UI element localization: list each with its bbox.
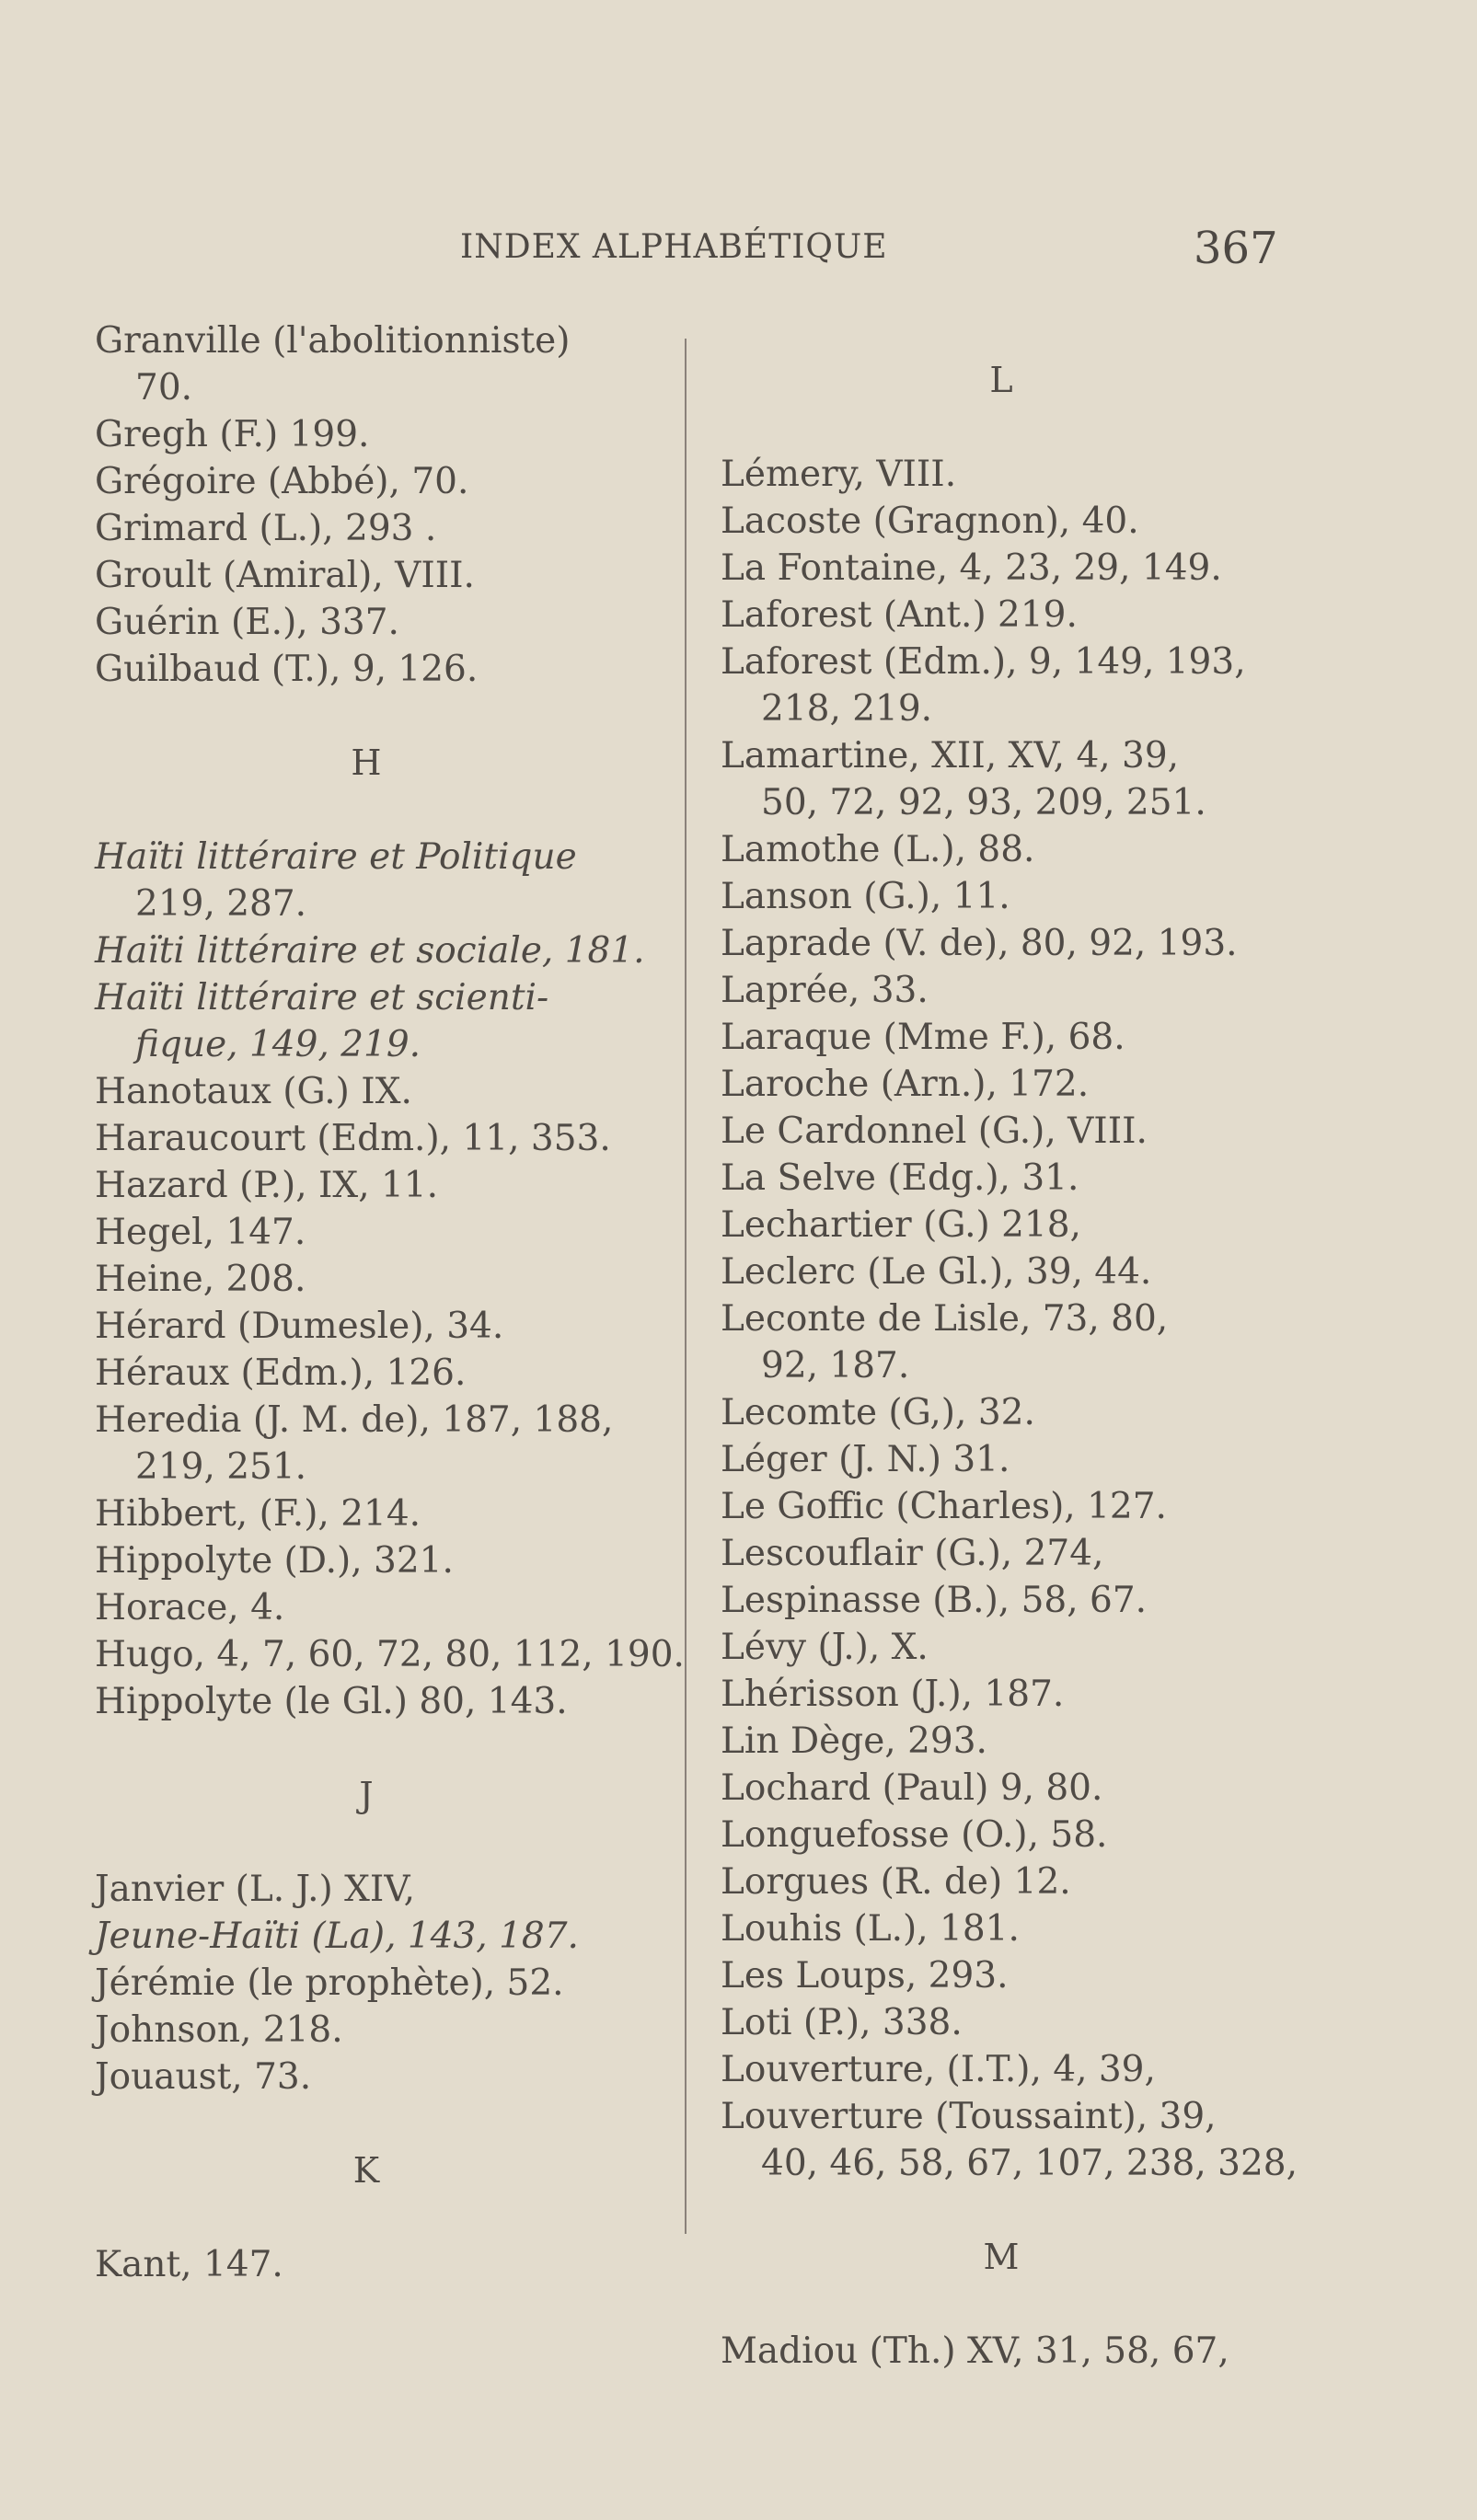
- index-entry: Louverture (Toussaint), 39,: [721, 2096, 1217, 2137]
- index-entry: Lescouflair (G.), 274,: [721, 1533, 1104, 1574]
- index-entry: Louhis (L.), 181.: [721, 1908, 1020, 1950]
- index-entry: Lanson (G.), 11.: [721, 876, 1010, 917]
- right-column: [721, 357, 1298, 2375]
- index-entry: Groult (Amiral), VIII.: [95, 555, 475, 596]
- index-entry: Laprade (V. de), 80, 92, 193.: [721, 923, 1238, 964]
- index-entry: Grimard (L.), 293 .: [95, 508, 437, 549]
- index-entry: Janvier (L. J.) XIV,: [95, 1869, 416, 1910]
- index-entry: Hegel, 147.: [95, 1212, 306, 1253]
- section-letter-j: J: [359, 1775, 374, 1815]
- index-entry-italic: Haïti littéraire et scienti-: [95, 977, 549, 1018]
- index-entry-continuation: 218, 219.: [761, 688, 933, 730]
- index-entry: Gregh (F.) 199.: [95, 414, 370, 455]
- index-entry: Lémery, VIII.: [721, 454, 957, 495]
- index-entry: [95, 974, 638, 1021]
- index-entry-continuation: 92, 187.: [761, 1345, 910, 1387]
- index-entry: Laforest (Ant.) 219.: [721, 594, 1078, 636]
- index-entry: Hazard (P.), IX, 11.: [95, 1165, 439, 1206]
- page-number: 367: [1194, 223, 1278, 274]
- index-entry: La Fontaine, 4, 23, 29, 149.: [721, 547, 1222, 589]
- index-entry: Jérémie (le prophète), 52.: [95, 1962, 564, 2004]
- index-entry: Lechartier (G.) 218,: [721, 1204, 1081, 1246]
- section-letter-h: H: [351, 742, 382, 783]
- index-entry: Hérard (Dumesle), 34.: [95, 1306, 504, 1347]
- section-letter-k: K: [352, 2150, 380, 2191]
- index-entry-continuation: [95, 1021, 638, 1068]
- index-entry: Léger (J. N.) 31.: [721, 1439, 1010, 1480]
- index-entry-italic: Haïti littéraire et Politique: [95, 836, 577, 878]
- index-entry: Longuefosse (O.), 58.: [721, 1814, 1108, 1856]
- running-title: INDEX ALPHABÉTIQUE: [460, 228, 888, 266]
- index-entry: Laraque (Mme F.), 68.: [721, 1017, 1125, 1058]
- index-entry: Kant, 147.: [95, 2244, 283, 2285]
- index-entry: Héraux (Edm.), 126.: [95, 1352, 467, 1394]
- index-entry: Laprée, 33.: [721, 970, 929, 1011]
- index-entry: Loti (P.), 338.: [721, 2002, 963, 2043]
- index-entry-continuation: 70.: [135, 367, 193, 408]
- index-entry: Hanotaux (G.) IX.: [95, 1071, 412, 1112]
- index-entry: Laroche (Arn.), 172.: [721, 1064, 1090, 1105]
- section-letter-l: L: [989, 360, 1013, 400]
- section-letter-m: M: [983, 2237, 1020, 2277]
- index-entry: Lhérisson (J.), 187.: [721, 1674, 1065, 1715]
- index-entry: Hibbert, (F.), 214.: [95, 1493, 421, 1535]
- column-divider: [685, 339, 687, 2234]
- index-entry-italic: fique, 149, 219.: [135, 1024, 421, 1065]
- index-entry: Leconte de Lisle, 73, 80,: [721, 1298, 1169, 1340]
- index-entry: Lecomte (G,), 32.: [721, 1392, 1035, 1433]
- index-entry: Heredia (J. M. de), 187, 188,: [95, 1399, 614, 1441]
- index-entry: Le Goffic (Charles), 127.: [721, 1486, 1167, 1527]
- index-entry: Madiou (Th.) XV, 31, 58, 67,: [721, 2330, 1229, 2372]
- index-entry: Le Cardonnel (G.), VIII.: [721, 1110, 1148, 1152]
- index-entry: Louverture, (I.T.), 4, 39,: [721, 2049, 1156, 2090]
- index-entry-italic: Jeune-Haïti (La), 143, 187.: [95, 1916, 579, 1957]
- index-entry-italic: Haïti littéraire et sociale, 181.: [95, 930, 645, 972]
- index-entry: Guilbaud (T.), 9, 126.: [95, 649, 479, 690]
- index-entry: [95, 834, 638, 880]
- index-entry: Lamothe (L.), 88.: [721, 829, 1035, 870]
- index-entry: Horace, 4.: [95, 1587, 285, 1628]
- index-entry: Johnson, 218.: [95, 2009, 343, 2051]
- index-entry: Lacoste (Gragnon), 40.: [721, 501, 1139, 542]
- index-entry: Lamartine, XII, XV, 4, 39,: [721, 735, 1180, 777]
- index-entry-continuation: 219, 287.: [135, 883, 307, 925]
- index-entry: Lin Dège, 293.: [721, 1720, 987, 1762]
- index-entry: Hippolyte (le Gl.) 80, 143.: [95, 1681, 568, 1722]
- index-entry: Grégoire (Abbé), 70.: [95, 461, 469, 502]
- index-entry: Lévy (J.), X.: [721, 1627, 929, 1668]
- index-entry: Lespinasse (B.), 58, 67.: [721, 1580, 1148, 1621]
- index-entry: Les Loups, 293.: [721, 1955, 1009, 1996]
- page-header: [0, 223, 1477, 274]
- index-entry: Jouaust, 73.: [95, 2056, 312, 2098]
- index-entry-continuation: 40, 46, 58, 67, 107, 238, 328,: [761, 2143, 1298, 2184]
- index-entry: La Selve (Edg.), 31.: [721, 1157, 1079, 1199]
- index-entry: Lochard (Paul) 9, 80.: [721, 1767, 1103, 1809]
- index-entry: Guérin (E.), 337.: [95, 602, 399, 643]
- index-entry: Leclerc (Le Gl.), 39, 44.: [721, 1251, 1152, 1293]
- index-entry: Haraucourt (Edm.), 11, 353.: [95, 1118, 611, 1159]
- index-entry: Granville (l'abolitionniste): [95, 320, 571, 362]
- index-entry-continuation: 50, 72, 92, 93, 209, 251.: [761, 782, 1206, 823]
- index-entry: Hugo, 4, 7, 60, 72, 80, 112, 190.: [95, 1634, 685, 1675]
- index-entry: [95, 927, 645, 974]
- index-entry: [95, 1913, 638, 1960]
- index-entry: Laforest (Edm.), 9, 149, 193,: [721, 641, 1246, 683]
- index-entry: Heine, 208.: [95, 1259, 306, 1300]
- index-entry: Hippolyte (D.), 321.: [95, 1540, 454, 1582]
- index-entry: Lorgues (R. de) 12.: [721, 1861, 1071, 1903]
- index-entry-continuation: 219, 251.: [135, 1446, 307, 1488]
- left-column: [95, 317, 685, 2288]
